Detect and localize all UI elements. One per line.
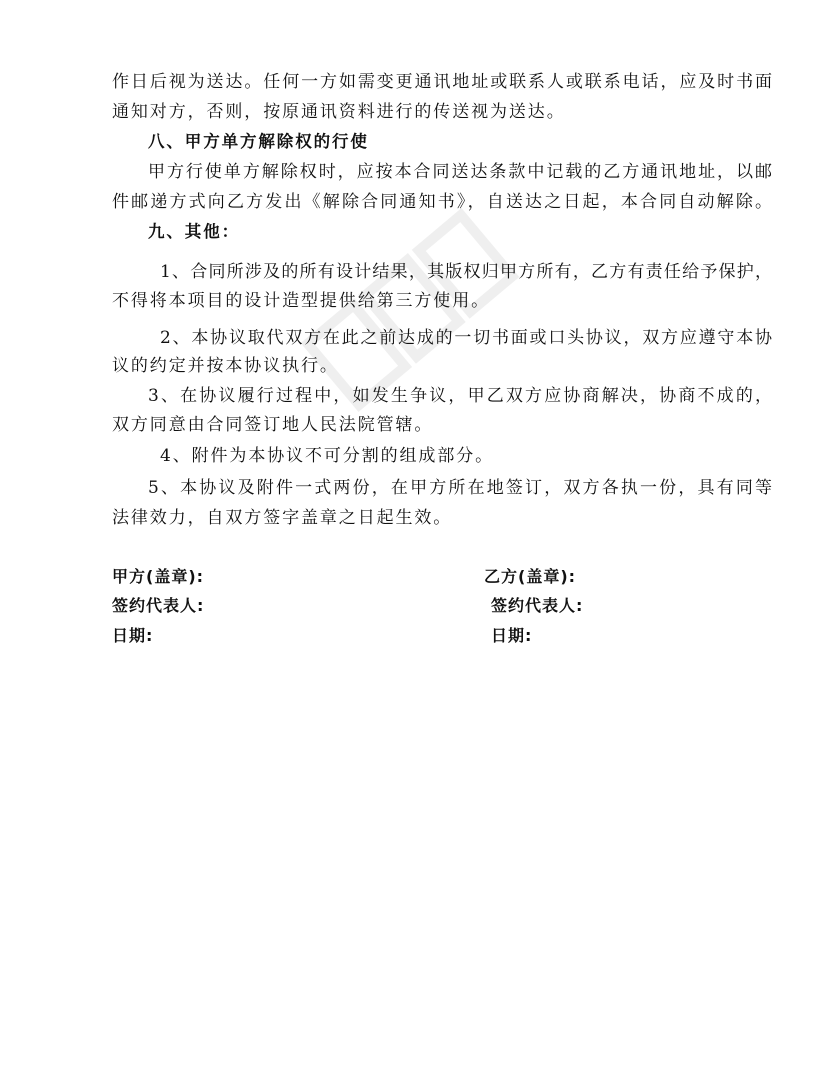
section-8-heading: 八、甲方单方解除权的行使 bbox=[148, 132, 369, 151]
body-line-1: 作日后视为送达。任何一方如需变更通讯地址或联系人或联系电话，应及时书面 bbox=[112, 72, 772, 92]
party-b-seal-label: 乙方(盖章): bbox=[484, 567, 577, 586]
party-a-seal-label: 甲方(盖章): bbox=[112, 567, 205, 586]
section-8-line-2: 件邮递方式向乙方发出《解除合同通知书》，自送达之日起，本合同自动解除。 bbox=[112, 192, 772, 212]
party-a-date-label: 日期: bbox=[112, 626, 154, 645]
clause-4: 4、附件为本协议不可分割的组成部分。 bbox=[160, 446, 495, 466]
clause-1-line-2: 不得将本项目的设计造型提供给第三方使用。 bbox=[112, 291, 490, 311]
clause-2-line-1: 2、本协议取代双方在此之前达成的一切书面或口头协议，双方应遵守本协 bbox=[160, 328, 772, 348]
clause-5-line-2: 法律效力，自双方签字盖章之日起生效。 bbox=[112, 508, 453, 528]
body-line-2: 通知对方，否则，按原通讯资料进行的传送视为送达。 bbox=[112, 102, 566, 122]
party-b-date-label: 日期: bbox=[491, 626, 533, 645]
section-8-line-1: 甲方行使单方解除权时，应按本合同送达条款中记载的乙方通讯地址，以邮 bbox=[148, 162, 772, 182]
clause-1-line-1: 1、合同所涉及的所有设计结果，其版权归甲方所有，乙方有责任给予保护， bbox=[160, 262, 772, 282]
clause-5-line-1: 5、本协议及附件一式两份，在甲方所在地签订，双方各执一份，具有同等 bbox=[148, 478, 772, 498]
clause-3-line-1: 3、在协议履行过程中，如发生争议，甲乙双方应协商解决，协商不成的， bbox=[148, 386, 772, 406]
clause-2-line-2: 议的约定并按本协议执行。 bbox=[112, 356, 339, 376]
party-b-representative-label: 签约代表人: bbox=[491, 596, 584, 615]
clause-3-line-2: 双方同意由合同签订地人民法院管辖。 bbox=[112, 415, 434, 435]
section-9-heading: 九、其他： bbox=[148, 222, 240, 241]
party-a-representative-label: 签约代表人: bbox=[112, 596, 205, 615]
